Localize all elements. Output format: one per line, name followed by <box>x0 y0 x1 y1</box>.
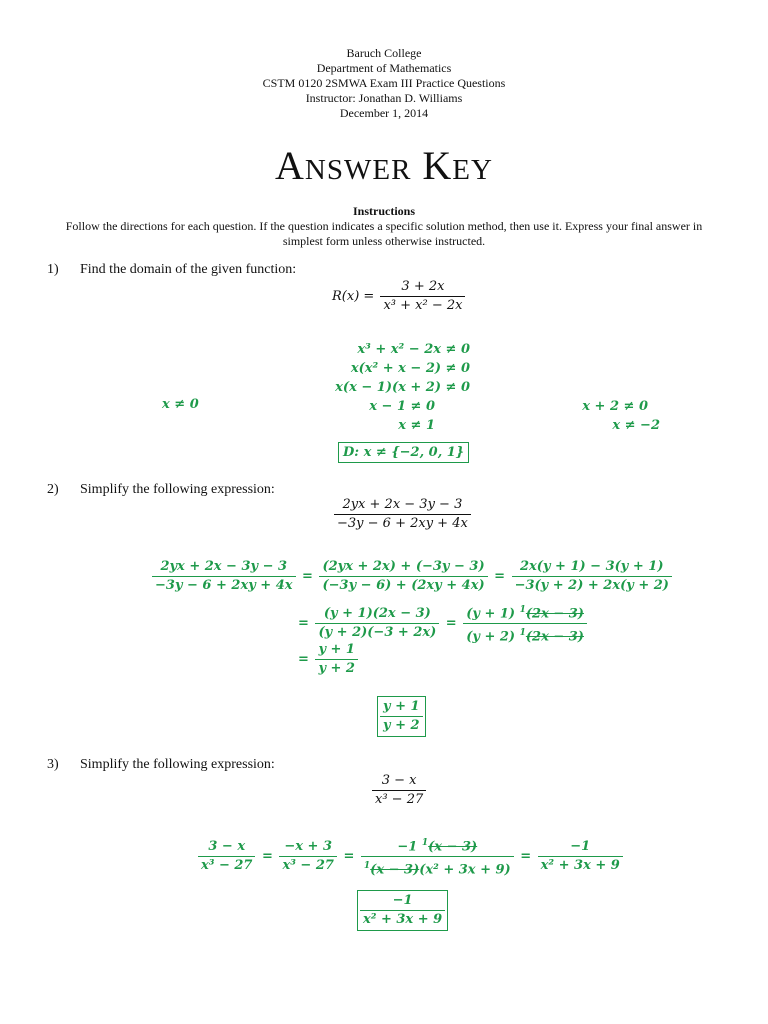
instructions-text: Follow the directions for each question. If the question indicates a specific solution method, then use it. Express your final answer in simplest form unless otherwise instructed. <box>65 219 703 248</box>
q1-steps: x³ + x² − 2x ≠ 0 x(x² + x − 2) ≠ 0 x(x − 1)(x + 2) ≠ 0 x − 1 ≠ 0 x ≠ 1 <box>335 342 470 433</box>
q2-line2: = $\frac{(y + 1)(2x - 3)}{(y + 2)(-3 + 2x)}$ = $\frac{(y + 1) ^1(2x - 3)}{(y + 2) ^1(2x - 3)}$ <box>296 601 587 647</box>
q3-number: 3) <box>47 757 59 772</box>
instructions-heading: Instructions <box>352 204 415 218</box>
header-instructor: Instructor: Jonathan D. Williams <box>305 91 463 105</box>
page-title: ANSWER KEY <box>275 143 493 188</box>
header-department: Department of Mathematics <box>316 61 452 75</box>
q1-prompt: Find the domain of the given function: <box>80 262 297 277</box>
header-course: CSTM 0120 2SMWA Exam III Practice Questions <box>262 76 506 90</box>
q1-left-step: x ≠ 0 <box>162 397 199 412</box>
q1-number: 1) <box>47 262 59 277</box>
header-college: Baruch College <box>346 46 422 60</box>
q3-steps: $\frac{3 - x}{\text{x³ − 27}}$ = $\frac{-x + 3}{\text{x³ − 27}}$ = $\frac{-1 ^1(x - 3)}{^1(x - 3)(x^2 + 3x + 9)}$ = $\frac{-1}{\text{x² + 3x + 9}}$ <box>198 834 623 880</box>
header-date: December 1, 2014 <box>339 106 429 120</box>
q2-expression: $\frac{2yx + 2x - 3y - 3}{-3y - 6 + 2xy + 4x}$ <box>334 496 471 533</box>
q2-line1: $\frac{2yx + 2x - 3y - 3}{-3y - 6 + 2xy + 4x}$ = $\frac{(2yx + 2x) + (-3y - 3)}{(-3y - 6) + (2xy + 4x)}$ = $\frac{2x(y + 1) - 3(y + 1)}{-3(y + 2) + 2x(y + 2)}$ <box>152 558 672 595</box>
q1-right-steps: x + 2 ≠ 0 x ≠ −2 <box>582 399 660 433</box>
q2-prompt: Simplify the following expression: <box>80 482 275 497</box>
q3-answer-box: $\frac{-1}{\text{x² + 3x + 9}}$ <box>357 890 448 931</box>
q2-number: 2) <box>47 482 59 497</box>
q1-answer-box: D: x ≠ {−2, 0, 1} <box>338 442 469 463</box>
q2-answer-box: $\frac{y + 1}{y + 2}$ <box>377 696 426 737</box>
q2-line3: = $\frac{y + 1}{y + 2}$ <box>296 641 358 678</box>
q3-prompt: Simplify the following expression: <box>80 757 275 772</box>
q1-function: R(x) = $\frac{3 + 2x}{\text{x³ + x² − 2x}}$ <box>330 278 465 315</box>
q3-expression: $\frac{3 - x}{\text{x³ − 27}}$ <box>372 772 426 809</box>
